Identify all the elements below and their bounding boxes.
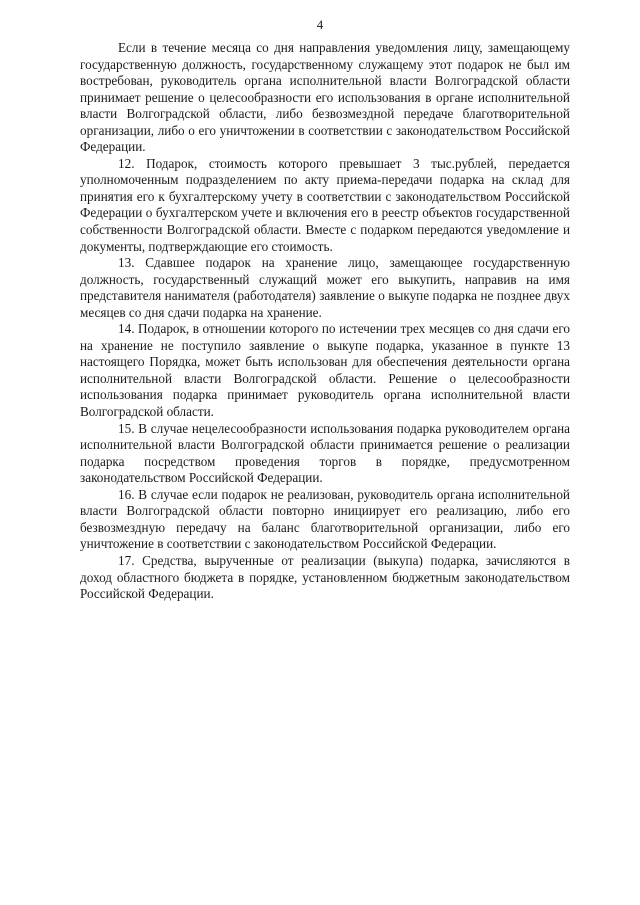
document-body — [80, 40, 570, 603]
document-paragraph: 14. Подарок, в отношении которого по истечении трех месяцев со дня сдачи его на хранение не поступило заявление о выкупе подарка, указанное в пункте 13 настоящего Порядка, может быть использован для обеспечения деятельности органа исполнительной власти Волгоградской области. Решение о целесообразности использования подарка принимает руководитель органа исполнительной власти Волгоградской области. — [80, 321, 570, 420]
document-paragraph: 17. Средства, вырученные от реализации (выкупа) подарка, зачисляются в доход областного бюджета в порядке, установленном бюджетным законодательством Российской Федерации. — [80, 552, 570, 602]
document-paragraph: Если в течение месяца со дня направления уведомления лицу, замещающему государственную должность, государственному служащему этот подарок не был им востребован, руководитель органа исполнительной власти Волгоградской области принимает решение о целесообразности его использования в органе исполнительной власти Волгоградской области, либо безвозмездной передаче благотворительной организации, либо о его уничтожении в соответствии с законодательством Российской Федерации. — [80, 40, 570, 155]
document-paragraph: 15. В случае нецелесообразности использования подарка руководителем органа исполнительной власти Волгоградской области принимается решение о реализации подарка посредством проведения торгов в порядке, предусмотренном законодательством Российской Федерации. — [80, 420, 570, 486]
document-paragraph: 13. Сдавшее подарок на хранение лицо, замещающее государственную должность, государственный служащий может его выкупить, направив на имя представителя нанимателя (работодателя) заявление о выкупе подарка не позднее двух месяцев со дня сдачи подарка на хранение. — [80, 255, 570, 320]
document-paragraph: 12. Подарок, стоимость которого превышает 3 тыс.рублей, передается уполномоченным подразделением по акту приема-передачи подарка на склад для принятия его к бухгалтерскому учету в соответствии с законодательством Российской Федерации о бухгалтерском учете и включения его в реестр объектов государственной собственности Волгоградской области. Вместе с подарком передаются уведомление и документы, подтверждающие его стоимость. — [80, 155, 570, 254]
document-paragraph: 16. В случае если подарок не реализован, руководитель органа исполнительной власти Волгоградской области повторно инициирует его реализацию, либо его безвозмездную передачу на баланс благотворительной организации, либо его уничтожение в соответствии с законодательством Российской Федерации. — [80, 486, 570, 552]
page-number: 4 — [316, 17, 324, 32]
